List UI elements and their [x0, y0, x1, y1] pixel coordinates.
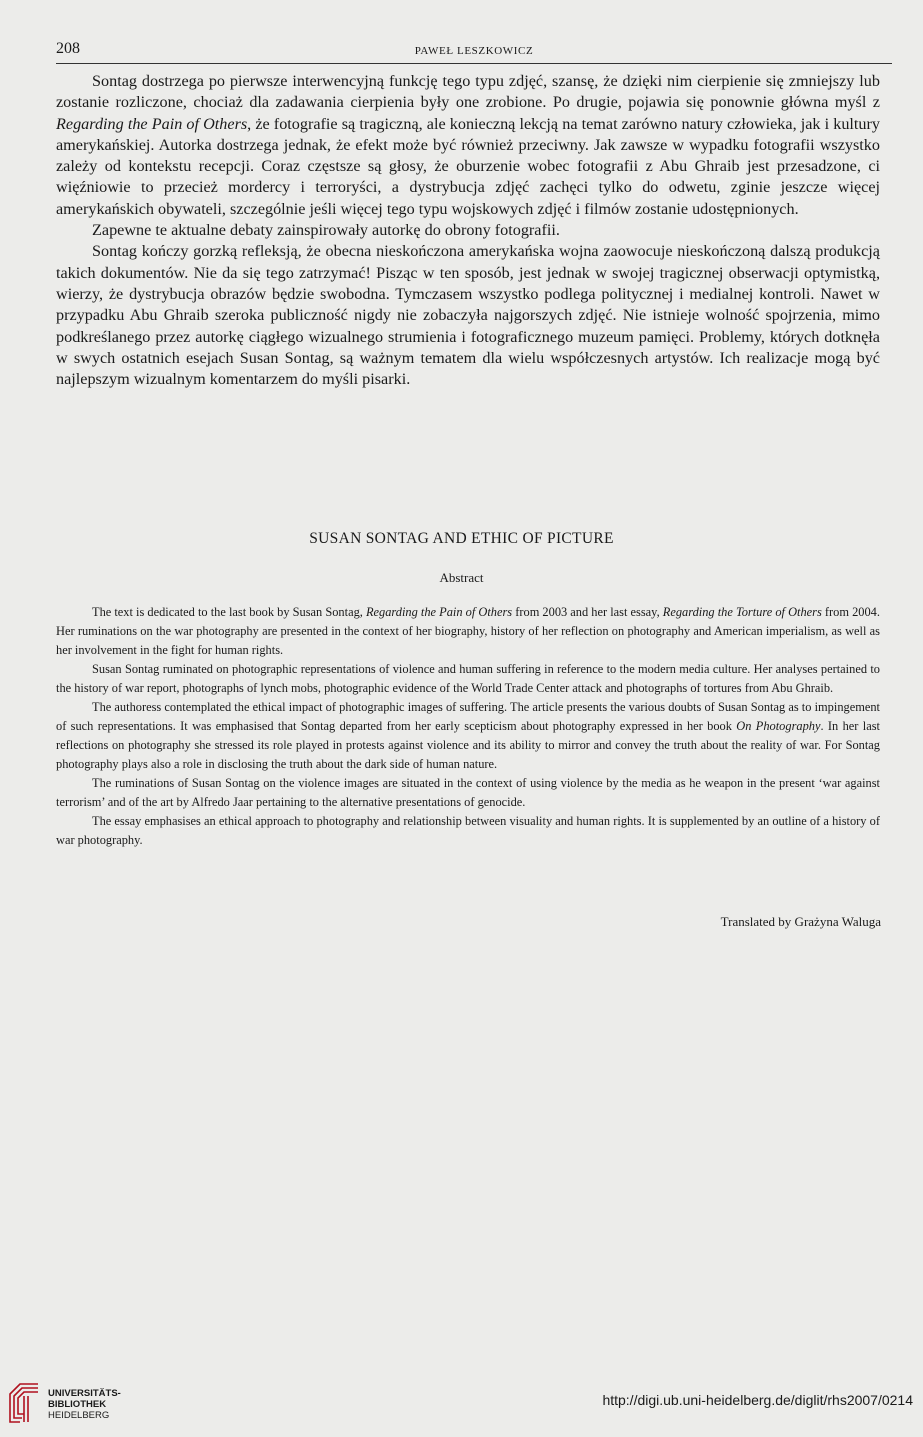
library-logo	[8, 1382, 168, 1426]
paragraph-2: Zapewne te aktualne debaty zainspirowały autorkę do obrony fotografii.	[92, 221, 560, 240]
abstract-label: Abstract	[439, 570, 484, 585]
source-url-link[interactable]: http://digi.ub.uni-heidelberg.de/diglit/rhs2007/0214	[602, 1392, 913, 1408]
page-number: 208	[56, 40, 80, 57]
paragraph-1-text-b: , że fotografie są tragiczną, ale konieczną lekcją na temat zarówno natury człowieka, jak i kultury amerykańskiej. Autorka dostrzega jednak, że efekt może być również przeciwny. Jak zawsze w wypadku fotografii wszystko zależy od kontekstu recepcji. Coraz częstsze są głosy, że oburzenie wobec fotografii z Abu Ghraib jest przesadzone, ci więźniowie to przecież mordercy i terroryści, a dystrybucja zdjęć zachęci tylko do odwetu, zginie jeszcze więcej amerykańskich obywateli, szczególnie jeśli więcej tego typu wojskowych zdjęć i filmów zostanie udostępnionych.	[56, 114, 880, 218]
translator-credit: Translated by Grażyna Waluga	[720, 914, 881, 929]
abstract-paragraph-1	[56, 603, 880, 660]
abstract-paragraph-2: Susan Sontag ruminated on photographic representations of violence and human suffering in reference to the modern media culture. Her analyses pertained to the history of war report, photographs of lynch mobs, photographic evidence of the World Trade Center attack and photographs of tortures from Abu Ghraib.	[56, 662, 880, 695]
library-logo-icon	[8, 1382, 42, 1424]
library-logo-text	[48, 1388, 121, 1421]
abstract-paragraph-5: The essay emphasises an ethical approach to photography and relationship between visuality and human rights. It is supplemented by an outline of a history of war photography.	[56, 814, 880, 847]
abstract-p3-text-a: The authoress contemplated the ethical impact of photographic images of suffering. The article presents the various doubts of Susan Sontag as to impingement of such representations. It was emphasised that Sontag departed from her early scepticism about photography expressed in her book	[56, 700, 880, 733]
paragraph-1	[56, 71, 880, 220]
abstract-p1-text-b: from 2003 and her last essay,	[512, 605, 663, 619]
main-text	[56, 71, 880, 390]
abstract-heading: SUSAN SONTAG AND ETHIC OF PICTURE	[309, 530, 614, 547]
book-title-italic: Regarding the Pain of Others	[56, 114, 248, 133]
abstract-book-title-2: On Photography	[736, 719, 821, 733]
paragraph-3: Sontag kończy gorzką refleksją, że obecna nieskończona amerykańska wojna zaowocuje nieskończoną dalszą produkcją takich dokumentów. Nie da się tego zatrzymać! Pisząc w ten sposób, jest jednak w swojej tragicznej obserwacji optymistką, wierzy, że dystrybucja obrazów będzie swobodna. Tymczasem wszystko podlega politycznej i medialnej kontroli. Nawet w przypadku Abu Ghraib szeroka publiczność nigdy nie zobaczyła najgorszych zdjęć. Nie istnieje wolność spojrzenia, mimo podkreślanego przez autorkę ciągłego wizualnego strumienia i fotograficznego muzeum pamięci. Problemy, których dotknęła w swych ostatnich esejach Susan Sontag, są ważnym tematem dla wielu współczesnych artystów. Ich realizacje mogą być najlepszym wizualnym komentarzem do myśli pisarki.	[56, 242, 880, 389]
logo-line-1: UNIVERSITÄTS-	[48, 1388, 121, 1399]
abstract-p1-text-c: from 2004. Her ruminations on the war photography are presented in the context of her biography, history of her reflection on photography and American imperialism, as well as her involvement in the fight for human rights.	[56, 605, 880, 657]
abstract-p3-text-b: . In her last reflections on photography she stressed its role played in protests against violence and its ability to mirror and convey the truth about the reality of war. For Sontag photography plays also a role in disclosing the truth about the dark side of human nature.	[56, 719, 880, 771]
abstract-book-title-1: Regarding the Pain of Others	[365, 605, 513, 619]
running-head: PAWEŁ LESZKOWICZ	[414, 45, 534, 57]
header-rule	[56, 63, 892, 64]
abstract-paragraph-3	[56, 698, 880, 774]
logo-line-3: HEIDELBERG	[48, 1410, 110, 1421]
abstract-paragraph-4: The ruminations of Susan Sontag on the violence images are situated in the context of using violence by the media as he weapon in the present ‘war against terrorism’ and of the art by Alfredo Jaar pertaining to the alternative presentations of genocide.	[56, 776, 880, 809]
paragraph-1-text-a: Sontag dostrzega po pierwsze interwencyjną funkcję tego typu zdjęć, szansę, że dzięki nim cierpienie się zmniejszy lub zostanie rozliczone, chociaż dla zadawania cierpienia były one zrobione. Po drugie, pojawia się ponownie główna myśl z	[56, 72, 880, 112]
abstract-essay-title: Regarding the Torture of Others	[662, 605, 822, 619]
logo-line-2: BIBLIOTHEK	[48, 1399, 107, 1410]
abstract-body	[56, 603, 880, 850]
page-header	[56, 40, 892, 62]
abstract-p1-text-a: The text is dedicated to the last book by Susan Sontag,	[92, 605, 366, 619]
